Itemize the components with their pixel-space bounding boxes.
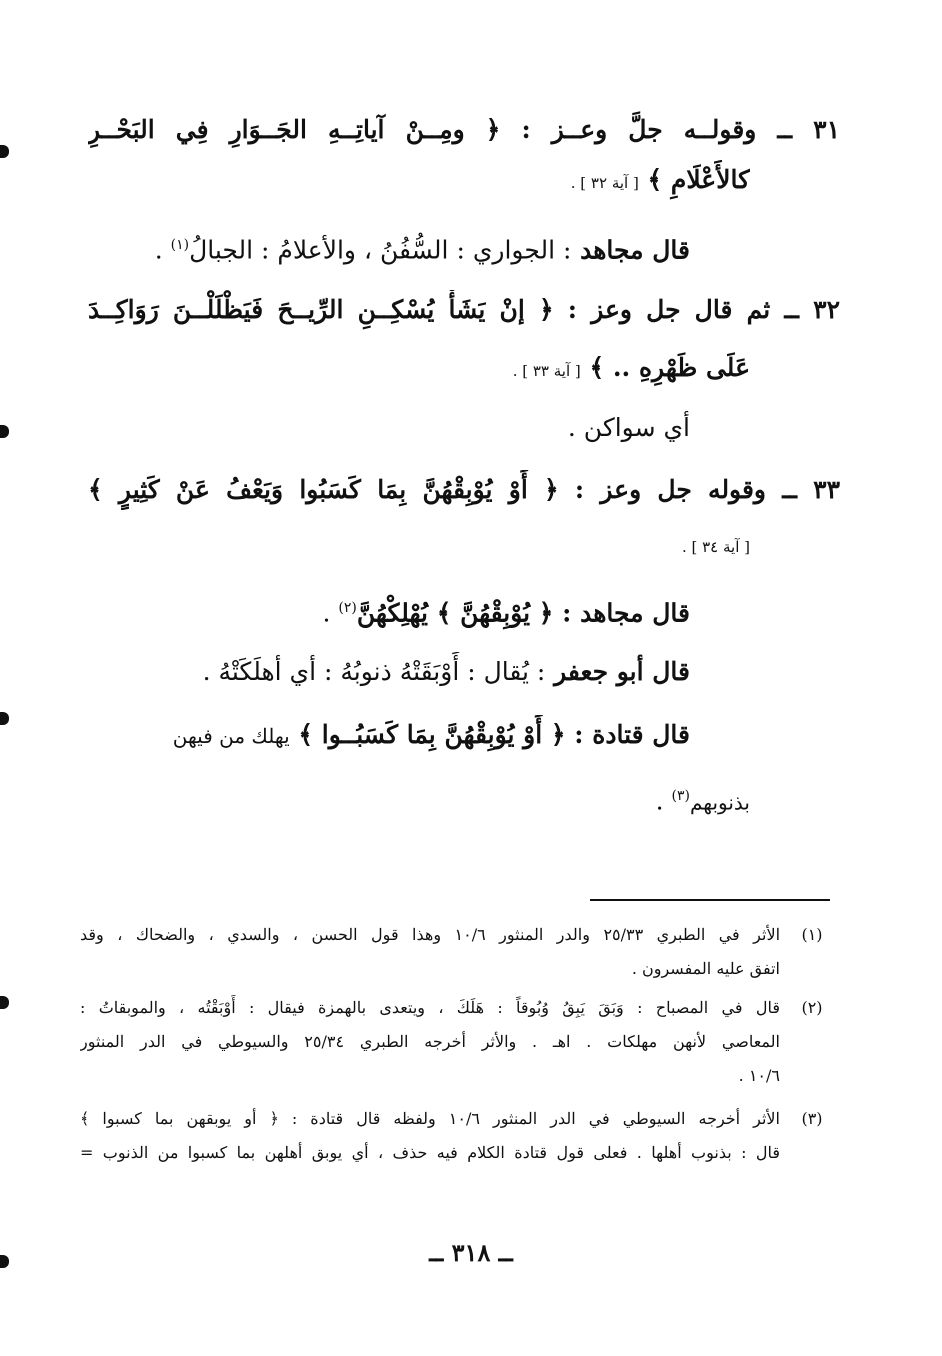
footnote-ref-1: (١) bbox=[170, 237, 190, 253]
item-33-mujahid bbox=[88, 588, 690, 633]
item-31-quran-end: كالأَعْلَامِ ﴾ bbox=[647, 165, 750, 194]
footnote-2 bbox=[80, 995, 832, 1095]
sentence-end: . bbox=[655, 786, 672, 816]
speaker-abu-jafar: قال أبو جعفر bbox=[554, 657, 690, 686]
footnote-text-line: المعاصي لأنهن مهلكات . اهـ . والأثر أخرجه الطبري ٢٥/٣٤ والسيوطي في الدر المنثور bbox=[80, 1032, 780, 1051]
footnote-ref-3: (٣) bbox=[671, 788, 690, 804]
sentence-end: . bbox=[154, 235, 171, 265]
mujahid-gloss: : الجواري : السُّفُنُ ، والأعلامُ : الجبالُ bbox=[189, 235, 572, 265]
binding-mark bbox=[0, 145, 9, 158]
footnote-text-line: الأثر أخرجه السيوطي في الدر المنثور ١٠/٦ ولفظه قال قتادة : ﴿ أو يوبقهن بما كسبوا ﴾ bbox=[80, 1109, 780, 1128]
binding-mark bbox=[0, 425, 9, 438]
item-32-line-2 bbox=[88, 348, 750, 391]
item-32-line-1: ٣٢ ــ ثم قال جل وعز : ﴿ إنْ يَشَأْ يُسْكِــنِ الرِّيــحَ فَيَظْلَلْــنَ رَوَاكِــدَ bbox=[88, 295, 840, 324]
qatada-gloss: يهلك من فيهن bbox=[172, 724, 290, 748]
item-33-qatada-line-2 bbox=[88, 776, 750, 822]
footnote-number: (١) bbox=[801, 925, 823, 944]
footnote-text-line: ١٠/٦ . bbox=[738, 1066, 780, 1085]
footnote-text-line: اتفق عليه المفسرون . bbox=[631, 959, 780, 978]
binding-mark bbox=[0, 712, 9, 725]
footnote-number: (٣) bbox=[801, 1109, 823, 1128]
abu-jafar-gloss: : يُقال : أَوْبَقَتْهُ ذنوبُهُ : أي أهلَكَتْهُ . bbox=[202, 657, 546, 686]
item-32-quran-end: عَلَى ظَهْرِهِ .. ﴾ bbox=[589, 353, 750, 382]
item-33-verse-ref: [ آية ٣٤ ] . bbox=[681, 538, 750, 556]
footnote-ref-2: (٢) bbox=[338, 600, 357, 616]
sentence-end: . bbox=[322, 598, 339, 628]
speaker-mujahid: قال مجاهد bbox=[580, 598, 690, 628]
qatada-quote: : ﴿ أَوْ يُوْبِقْهُنَّ بِمَا كَسَبُــوا ﴾ bbox=[298, 720, 584, 749]
binding-mark bbox=[0, 996, 9, 1009]
footnote-text-line: قال في المصباح : وَبَقَ يَبِقُ وُبُوقاً : هَلَكَ ، ويتعدى بالهمزة فيقال : أَوْبَقْتُه ، والموبقاتُ : bbox=[80, 998, 780, 1017]
item-31-verse-ref: [ آية ٣٢ ] . bbox=[570, 174, 639, 192]
speaker-qatada: قال قتادة bbox=[592, 720, 690, 749]
item-31-line-2 bbox=[88, 160, 750, 203]
footnote-number: (٢) bbox=[801, 998, 823, 1017]
speaker-mujahid: قال مجاهد bbox=[580, 235, 690, 265]
item-32-verse-ref: [ آية ٣٣ ] . bbox=[512, 362, 581, 380]
item-33-line-1: ٣٣ ــ وقوله جل وعز : ﴿ أَوْ يُوْبِقْهُنَّ بِمَا كَسَبُوا وَيَعْفُ عَنْ كَثِيرٍ ﴾ bbox=[88, 475, 840, 504]
mujahid-quote: : ﴿ يُوْبِقْهُنَّ ﴾ يُهْلِكْهُنَّ bbox=[356, 598, 572, 628]
footnote-text-line: قال : بذنوب أهلها . فعلى قول قتادة الكلام فيه حذف ، أي يوبق أهلهن بما كسبوا من الذنوب = bbox=[80, 1143, 780, 1162]
footnote-3 bbox=[80, 1106, 832, 1168]
item-32-gloss: أي سواكن . bbox=[567, 413, 690, 442]
footnote-separator bbox=[590, 899, 830, 901]
footnote-text-line: الأثر في الطبري ٢٥/٣٣ والدر المنثور ١٠/٦ وهذا قول الحسن ، والسدي ، والضحاك ، وقد bbox=[80, 925, 780, 944]
item-33-qatada bbox=[88, 715, 690, 756]
footnote-1 bbox=[80, 922, 832, 982]
item-33-abujafar bbox=[88, 652, 690, 692]
item-31-line-1: ٣١ ــ وقولــه جلَّ وعــز : ﴿ ومِــنْ آياتِــهِ الجَــوَارِ فِي البَحْــرِ bbox=[88, 115, 840, 144]
page-number: ــ ٣١٨ ــ bbox=[429, 1238, 513, 1267]
item-31-mujahid bbox=[88, 225, 690, 270]
item-33-line-2 bbox=[88, 524, 750, 567]
qatada-gloss-end: بذنوبهم bbox=[689, 790, 750, 815]
